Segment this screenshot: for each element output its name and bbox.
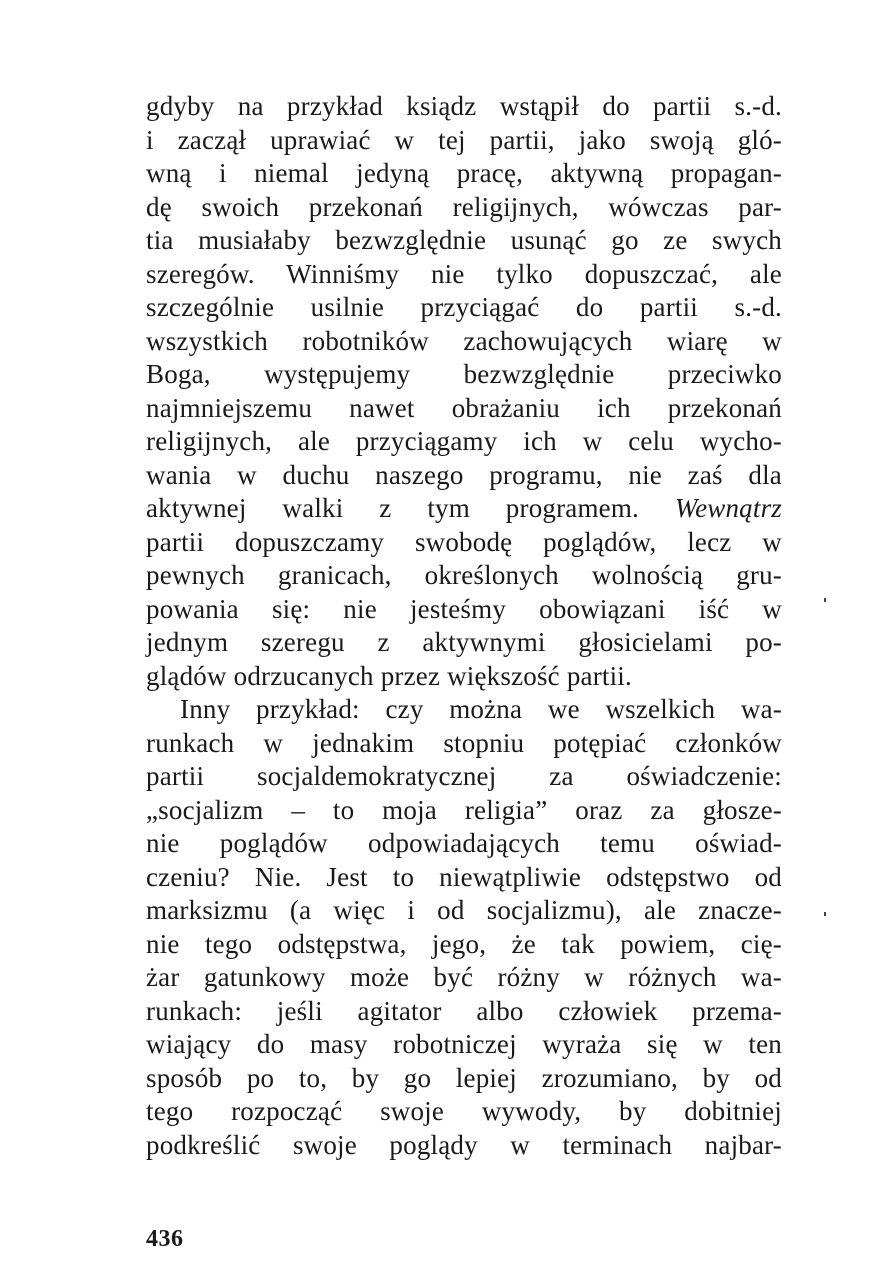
text-line: wania w duchu naszego programu, nie zaś dla (146, 459, 782, 490)
text-line: sposób po to, by go lepiej zrozumiano, by od (146, 1062, 782, 1093)
margin-speck (824, 598, 826, 602)
text-line: pewnych granicach, określonych wolnością gru- (146, 560, 782, 590)
text-line: wną i niemal jedyną pracę, aktywną propagan- (146, 158, 782, 188)
text-line: religijnych, ale przyciągamy ich w celu wycho- (146, 426, 782, 456)
text-line: szczególnie usilnie przyciągać do partii s.-d. (146, 292, 782, 322)
text-line: tego rozpocząć swoje wywody, by dobitniej (146, 1096, 782, 1126)
text-line: i zaczął uprawiać w tej partii, jako swoją gló- (146, 124, 782, 155)
text-segment: aktywnej walki z tym programem. (146, 493, 675, 523)
body-text (146, 90, 786, 1162)
text-line: jednym szeregu z aktywnymi głosicielami po- (146, 627, 782, 657)
paragraph-last-line: glądów odrzucanych przez większość partii. (146, 660, 632, 691)
emphasized-word: Wewnątrz (674, 493, 782, 523)
text-line: nie poglądów odpowiadających temu oświad- (146, 828, 782, 858)
text-line: szeregów. Winniśmy nie tylko dopuszczać, ale (146, 258, 782, 289)
text-line: wiający do masy robotniczej wyraża się w ten (146, 1029, 782, 1059)
text-line: runkach: jeśli agitator albo człowiek przema- (146, 995, 782, 1026)
text-line: tia musiałaby bezwzględnie usunąć go ze swych (146, 225, 782, 255)
text-line-with-emphasis (146, 492, 782, 526)
text-line: partii dopuszczamy swobodę poglądów, lecz w (146, 526, 782, 557)
text-line: runkach w jednakim stopniu potępiać członków (146, 727, 782, 758)
text-line: partii socjaldemokratycznej za oświadczenie: (146, 761, 782, 791)
text-line: podkreślić swoje poglądy w terminach najbar- (146, 1129, 782, 1160)
text-line: gdyby na przykład ksiądz wstąpił do partii s.-d. (146, 91, 782, 121)
text-line: nie tego odstępstwa, jego, że tak powiem, cię- (146, 928, 782, 959)
text-line: czeniu? Nie. Jest to niewątpliwie odstępstwo od (146, 861, 782, 892)
margin-speck (824, 912, 826, 916)
text-line: powania się: nie jesteśmy obowiązani iść w (146, 593, 782, 624)
text-line: dę swoich przekonań religijnych, wówczas par- (146, 191, 782, 222)
text-line: wszystkich robotników zachowujących wiarę w (146, 325, 782, 356)
text-line: „socjalizm – to moja religia” oraz za głosze- (146, 794, 782, 825)
text-line: najmniejszemu nawet obrażaniu ich przekonań (146, 392, 782, 423)
text-line: żar gatunkowy może być różny w różnych wa- (146, 962, 782, 992)
paragraph-first-line: Inny przykład: czy można we wszelkich wa- (180, 694, 782, 724)
page-number: 436 (146, 1226, 184, 1252)
text-line: marksizmu (a więc i od socjalizmu), ale znacze- (146, 895, 782, 925)
text-line: Boga, występujemy bezwzględnie przeciwko (146, 359, 782, 389)
